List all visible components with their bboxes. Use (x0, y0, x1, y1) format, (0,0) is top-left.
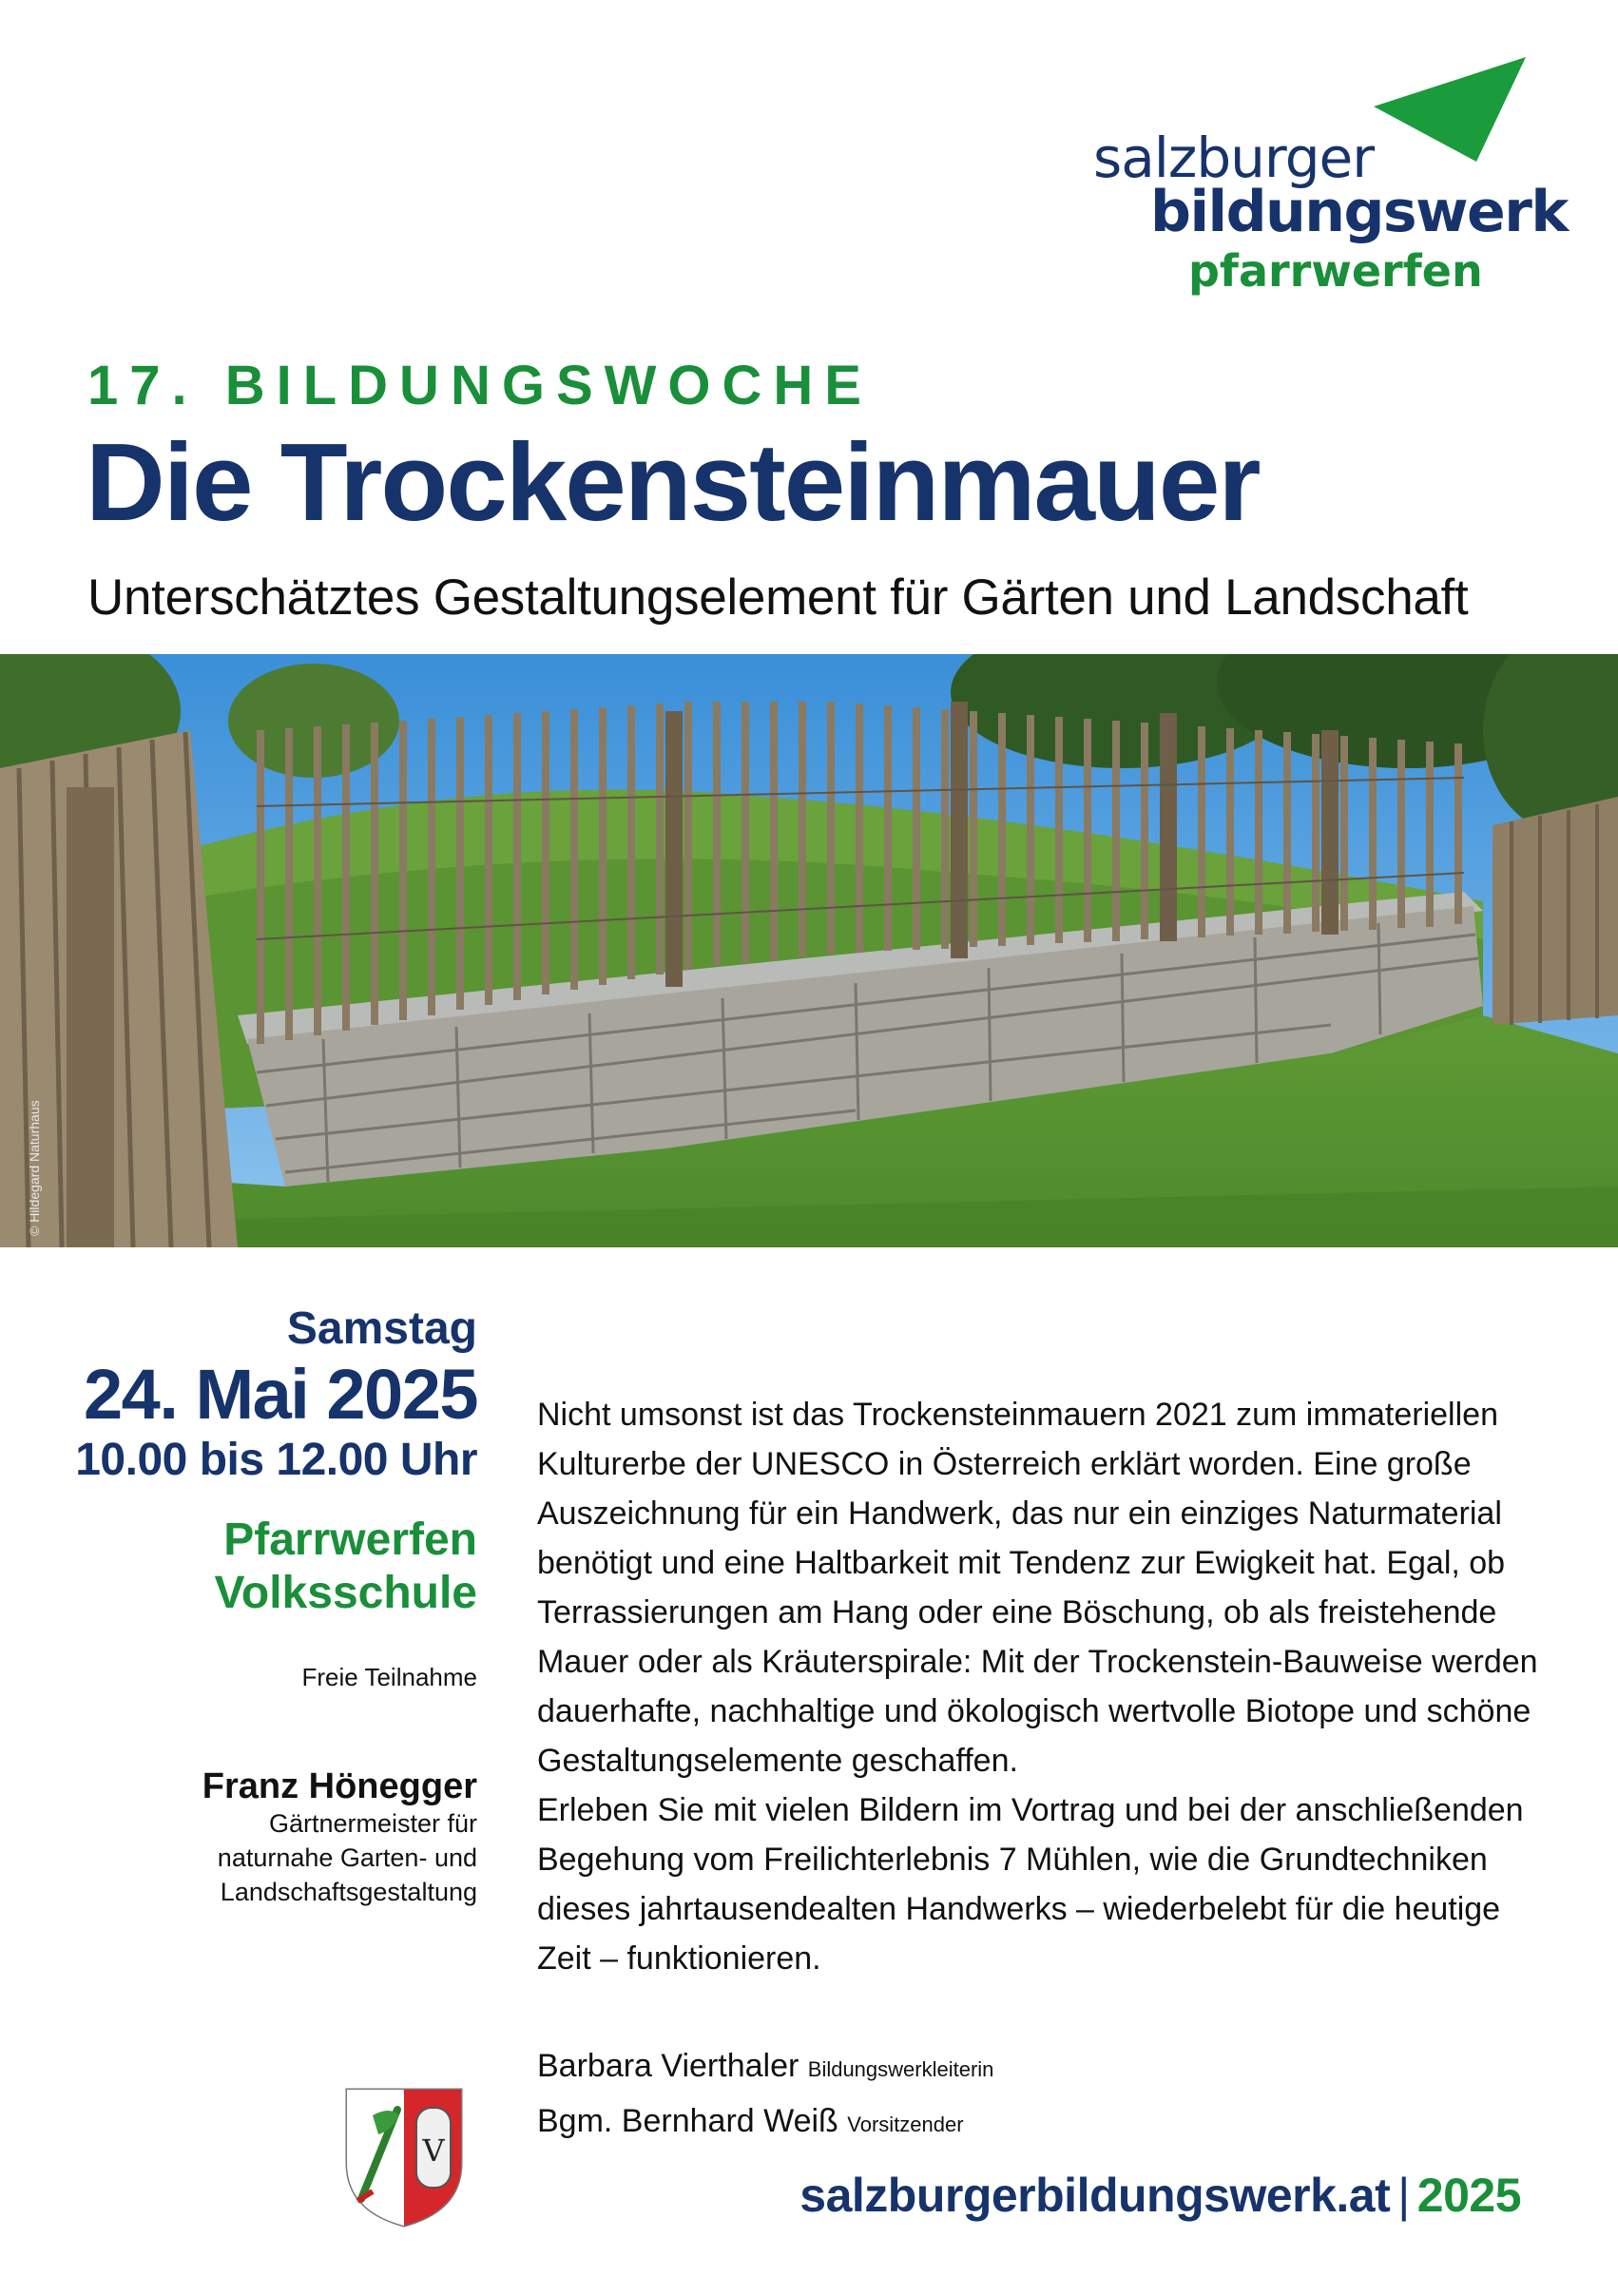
organizer-2 (537, 2095, 993, 2151)
footer-separator: | (1397, 2169, 1410, 2222)
speaker-role-line-3: Landschaftsgestaltung (220, 1878, 477, 1906)
organizer-1 (537, 2040, 993, 2095)
website-link[interactable]: salzburgerbildungswerk.at (799, 2169, 1391, 2222)
event-location (59, 1514, 477, 1620)
crest-letter: V (422, 2132, 445, 2169)
event-day: Samstag (286, 1303, 477, 1354)
organizer-2-role: Vorsitzender (847, 2113, 964, 2136)
footer-year: 2025 (1416, 2169, 1521, 2222)
event-description (537, 1390, 1545, 1983)
admission-note: Freie Teilnahme (301, 1663, 477, 1691)
description-paragraph-2: Erleben Sie mit vielen Bildern im Vortrag und bei der anschließenden Begehung vom Freilichterlebnis 7 Mühlen, wie die Grundtechniken dieses jahrtausendealten Handwerks – wiederbelebt für die heutige Zeit – funktionieren. (537, 1792, 1524, 1977)
speaker-role-line-1: Gärtnermeister für (268, 1809, 477, 1838)
organizer-2-name: Bgm. Bernhard Weiß (537, 2103, 838, 2139)
event-info-column (59, 1302, 477, 1909)
page-subtitle: Unterschätztes Gestaltungselement für Gärten und Landschaft (87, 569, 1469, 626)
speaker-role-line-2: naturnahe Garten- und (217, 1843, 477, 1872)
location-line-2: Volksschule (214, 1568, 477, 1618)
organizer-1-name: Barbara Vierthaler (537, 2048, 799, 2084)
organizer-1-role: Bildungswerkleiterin (807, 2057, 994, 2081)
speaker-role (59, 1806, 477, 1909)
speaker-name: Franz Hönegger (202, 1766, 477, 1806)
logo-triangle-icon (1374, 57, 1526, 162)
dry-stone-wall-photo (0, 654, 1618, 1247)
event-date: 24. Mai 2025 (84, 1355, 477, 1434)
location-line-1: Pfarrwerfen (223, 1515, 477, 1565)
photo-credit: © Hildegard Naturhaus (27, 1100, 42, 1236)
event-time: 10.00 bis 12.00 Uhr (75, 1435, 477, 1485)
logo-line-2: bildungswerk (1150, 179, 1568, 245)
description-paragraph-1: Nicht umsonst ist das Trockensteinmauern 2021 zum immateriellen Kulturerbe der UNESCO in Österreich erklärt worden. Eine große Auszeichnung für ein Handwerk, das nur ein einziges Naturmaterial benötigt und eine Haltbarkeit mit Tendenz zur Ewigkeit hat. Egal, ob Terrassierungen am Hang oder eine Böschung, ob als freistehende Mauer oder als Kräuterspirale: Mit der Trockenstein-Bauweise werden dauerhafte, nachhaltige und ökologisch wertvolle Biotope und schöne Gestaltungselemente geschaffen. (537, 1397, 1538, 1779)
municipal-crest-icon (344, 2087, 464, 2228)
organizers (537, 2040, 993, 2151)
footer (799, 2168, 1521, 2223)
page-title: Die Trockensteinmauer (86, 420, 1260, 544)
logo-line-1: salzburger (1093, 125, 1375, 190)
salzburger-bildungswerk-logo (1093, 57, 1568, 304)
logo-line-3: pfarrwerfen (1188, 245, 1483, 297)
event-series-kicker: 17. BILDUNGSWOCHE (87, 355, 873, 416)
